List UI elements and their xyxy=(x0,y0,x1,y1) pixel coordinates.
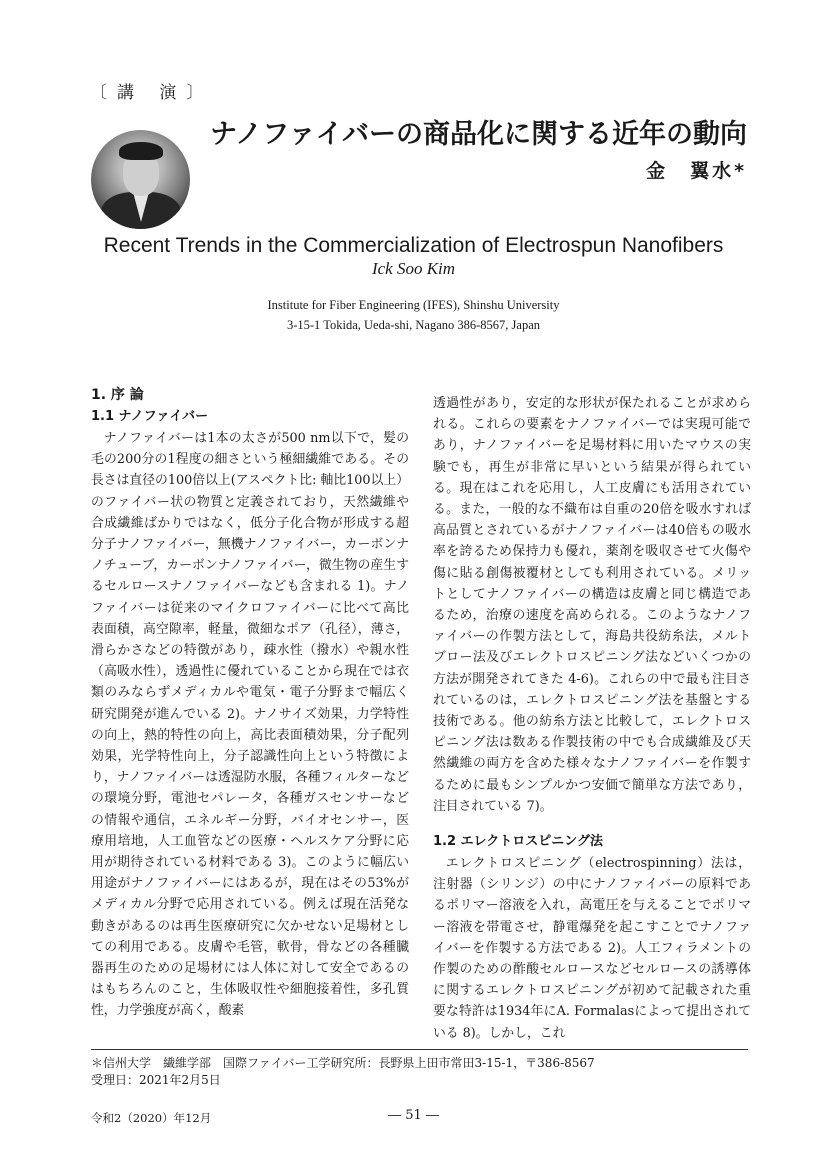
english-title: Recent Trends in the Commercialization of Electrospun Nanofibers xyxy=(103,234,724,257)
left-column xyxy=(91,384,409,1022)
issue-date: 令和2（2020）年12月 xyxy=(91,1111,212,1125)
english-author: Ick Soo Kim xyxy=(371,259,456,278)
page-number: ― 51 ― xyxy=(388,1108,439,1123)
received-date: 受理日：2021年2月5日 xyxy=(91,1073,221,1087)
body-paragraph: 透過性があり，安定的な形状が保たれることが求められる。これらの要素をナノファイバーでは実現可能であり，ナノファイバーを足場材料に用いたマウスの実験でも，再生が非常に早いという結果が得られている。現在はこれを応用し，人工皮膚にも活用されている。また，一般的な不織布は自重の20倍を吸水すれば高品質とされているがナノファイバーは40倍もの吸水率を誇るため保持力も優れ，薬剤を吸収させて火傷や傷に貼る創傷被覆材としても利用されている。メリットとしてナノファイバーの構造は皮膚と同じ構造であるため，治療の速度を高められる。このようなナノファイバーの作製方法として，海島共役紡糸法，メルトブロー法及びエレクトロスピニング法などいくつかの方法が開発されてきた 4-6)。これらの中で最も注目されているのは，エレクトロスピニング法を基盤とする技術である。他の紡糸方法と比較して，エレクトロスピニング法は数ある作製技術の中でも合成繊維及び天然繊維の両方を含めた様々なナノファイバーを作製するために最もシンプルかつ安価で簡単な方法であり，注目されている 7)。 xyxy=(433,396,752,814)
japanese-title: ナノファイバーの商品化に関する近年の動向 xyxy=(210,119,748,150)
section-1-1-heading: 1.1 ナノファイバー xyxy=(91,409,209,424)
affiliation-line-2: 3-15-1 Tokida, Ueda-shi, Nagano 386-8567, Japan xyxy=(286,318,540,332)
author-photo xyxy=(91,130,190,229)
body-paragraph: ナノファイバーは1本の太さが500 nm以下で，髪の毛の200分の1程度の細さという極細繊維である。その長さは直径の100倍以上(アスペクト比: 軸比100以上）のファイバー状の物質と定義されており，天然繊維や合成繊維ばかりではなく，低分子化合物が形成する超分子ナノファイバー，無機ナノファイバー，カーボンナノチューブ，カーボンナノファイバー，微生物の産生するセルロースナノファイバーなども含まれる 1)。ナノファイバーは従来のマイクロファイバーに比べて高比表面積，高空隙率，軽量，微細なポア（孔径），薄さ，滑らかさなどの特徴があり，疎水性（撥水）や親水性（高吸水性），透過性に優れていることから現在では衣類のみならずメディカルや電気・電子分野まで幅広く研究開発が進んでいる 2)。ナノサイズ効果，力学特性の向上，熱的特性の向上，高比表面積効果，分子配列効果，光学特性向上，分子認識性向上という特徴により，ナノファイバーは透湿防水服，各種フィルターなどの環境分野，電池セパレータ，各種ガスセンサーなどの情報や通信，エネルギー分野，バイオセンサー，医療用培地，人工血管などの医療・ヘルスケア分野に応用が期待されている材料である 3)。このように幅広い用途がナノファイバーにはあるが，現在はその53%がメディカル分野で応用されている。例えば現在活発な動きがあるのは再生医療研究に欠かせない足場材としての利用である。皮膚や毛管，軟骨，骨などの各種臓器再生のための足場材には人体に対して安全であるのはもちろんのこと，生体吸収性や細胞接着性，多孔質性，力学強度が高く，酸素 xyxy=(91,431,409,1019)
section-tag: 〔講 演〕 xyxy=(90,83,214,103)
right-column xyxy=(433,393,751,1044)
affiliation-footnote: ＊信州大学 繊維学部 国際ファイバー工学研究所：長野県上田市常田3-15-1，〒386-8567 xyxy=(91,1056,595,1070)
japanese-author: 金 翼水* xyxy=(646,160,747,182)
affiliation-line-1: Institute for Fiber Engineering (IFES), Shinshu University xyxy=(267,298,560,312)
footnote-divider xyxy=(91,1049,748,1050)
body-paragraph: エレクトロスピニング（electrospinning）法は，注射器（シリンジ）の中にナノファイバーの原料であるポリマー溶液を入れ，高電圧を与えることでポリマー溶液を帯電させ，静電爆発を起こすことでナノファイバーを作製する方法である 2)。人工フィラメントの作製のための酢酸セルロースなどセルロースの誘導体に関するエレクトロスピニングが初めて記載された重要な特許は1934年にA. Formalasによって提出されている 8)。しかし，これ xyxy=(433,856,751,1041)
section-1-2-heading: 1.2 エレクトロスピニング法 xyxy=(433,834,604,850)
section-1-heading: 1. 序 論 xyxy=(91,387,144,403)
